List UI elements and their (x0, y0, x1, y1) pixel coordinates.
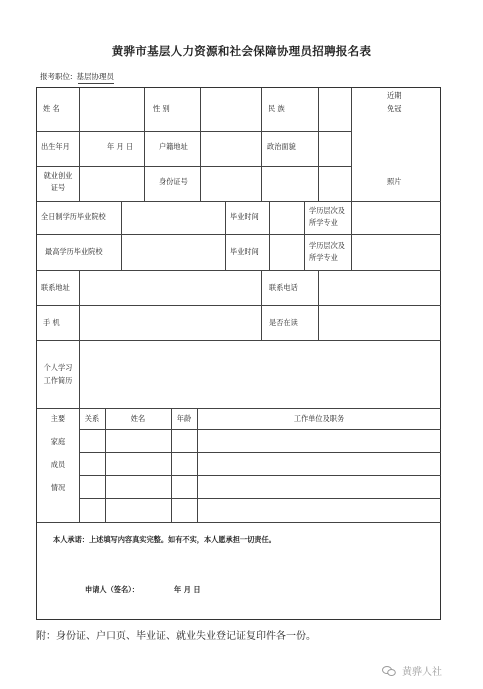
label-phone: 联系电话 (269, 283, 298, 292)
grid-line (37, 270, 441, 271)
grid-line (171, 408, 172, 522)
grid-line (37, 522, 441, 523)
col-name: 姓名 (130, 414, 146, 423)
pledge-text: 本人承诺：上述填写内容真实完整。如有不实，本人愿承担一切责任。 (53, 535, 276, 544)
label-id-number: 身份证号 (159, 177, 188, 186)
grid-line (261, 270, 262, 340)
label-degree-major-1a: 学历层次及 (309, 206, 345, 215)
grid-line (304, 201, 305, 270)
attachment-note: 附：身份证、户口页、毕业证、就业失业登记证复印件各一份。 (36, 631, 316, 642)
registration-form-table (36, 87, 441, 620)
grid-line (37, 340, 441, 341)
label-degree-major-2a: 学历层次及 (309, 241, 345, 250)
label-resume-2: 工作简历 (43, 376, 73, 385)
grid-line (197, 408, 198, 522)
label-ethnicity: 民 族 (268, 104, 285, 113)
label-family-main: 主要 (50, 414, 66, 423)
grid-line (37, 408, 441, 409)
label-birth: 出生年月 (41, 142, 70, 151)
label-graduation-time-1: 毕业时间 (230, 212, 259, 221)
position-value: 基层协理员 (76, 72, 115, 81)
label-hukou: 户籍地址 (159, 142, 188, 151)
grid-line (144, 88, 145, 166)
grid-line (79, 498, 441, 499)
grid-line (79, 452, 441, 453)
position-underline (78, 83, 114, 84)
label-photo-bareheaded: 免冠 (387, 104, 402, 113)
grid-line (200, 88, 201, 201)
grid-line (351, 201, 352, 270)
grid-line (37, 234, 441, 235)
grid-line (79, 429, 441, 430)
grid-line (269, 201, 270, 270)
col-work: 工作单位及职务 (293, 414, 345, 423)
signature-date: 年 月 日 (174, 585, 201, 594)
grid-line (225, 201, 226, 270)
label-family-home: 家庭 (50, 437, 66, 446)
grid-line (79, 166, 80, 201)
grid-line (79, 88, 80, 166)
label-gender: 性 别 (153, 104, 170, 113)
label-family-situation: 情况 (50, 483, 66, 492)
grid-line (79, 475, 441, 476)
watermark (382, 663, 442, 678)
col-age: 年龄 (176, 414, 192, 423)
label-address: 联系地址 (41, 283, 70, 292)
grid-line (37, 201, 441, 202)
grid-line (144, 166, 145, 201)
grid-line (79, 408, 80, 522)
grid-line (37, 166, 351, 167)
label-name: 姓 名 (43, 104, 60, 113)
grid-line (37, 305, 441, 306)
label-resume-1: 个人学习 (43, 363, 73, 372)
label-family-members: 成员 (50, 460, 66, 469)
label-degree-major-1b: 所学专业 (309, 218, 338, 227)
position-line (40, 71, 114, 82)
label-graduation-time-2: 毕业时间 (230, 247, 259, 256)
wechat-icon (382, 666, 396, 676)
label-highest-school: 最高学历毕业院校 (45, 247, 103, 256)
label-employment-cert-1: 就业创业 (43, 171, 73, 180)
grid-line (37, 131, 351, 132)
grid-line (105, 408, 106, 522)
label-fulltime-school: 全日制学历毕业院校 (41, 212, 106, 221)
label-in-school: 是否在读 (269, 318, 298, 327)
watermark-text: 黄骅人社 (402, 667, 442, 678)
label-political: 政治面貌 (267, 142, 296, 151)
grid-line (351, 88, 352, 201)
label-degree-major-2b: 所学专业 (309, 253, 338, 262)
grid-line (79, 270, 80, 340)
col-relation: 关系 (84, 414, 100, 423)
applicant-signature-label: 申请人（签名）： (85, 585, 139, 594)
grid-line (318, 88, 319, 201)
label-employment-cert-2: 证号 (50, 183, 66, 192)
grid-line (79, 340, 80, 408)
position-label: 报考职位: (40, 72, 73, 81)
label-birth-date: 年 月 日 (107, 142, 134, 151)
label-mobile: 手 机 (43, 318, 60, 327)
form-title: 黄骅市基层人力资源和社会保障协理员招聘报名表 (111, 44, 372, 58)
grid-line (261, 88, 262, 201)
label-photo: 照片 (387, 177, 402, 186)
label-photo-recent: 近期 (387, 91, 402, 100)
grid-line (318, 270, 319, 340)
grid-line (121, 201, 122, 270)
